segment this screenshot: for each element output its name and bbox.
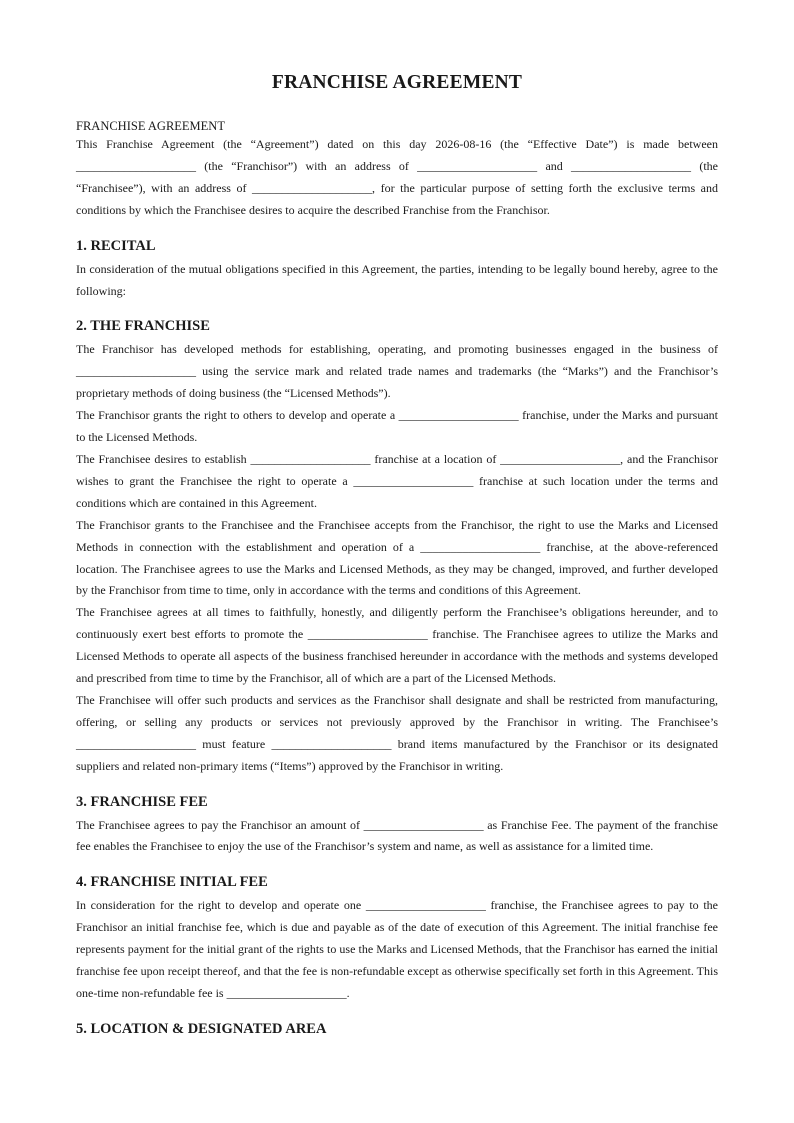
- document-title: FRANCHISE AGREEMENT: [271, 72, 523, 93]
- section-heading: 3. FRANCHISE FEE: [76, 793, 208, 810]
- section-heading: 5. LOCATION & DESIGNATED AREA: [76, 1020, 327, 1037]
- paragraph: The Franchisee agrees to pay the Franchisor an amount of ____________________ as Franchise Fee. The payment of the franchise fee enables the Franchisee to enjoy the use of the Franchisor’s system and name, as well as assistance for a limited time.: [76, 817, 718, 854]
- paragraph: The Franchisee will offer such products and services as the Franchisor shall designate and shall be restricted from manufacturing, offering, or selling any products or services not previously approved by the Franchisor in writing. The Franchisee’s ____________________ must feature ____________________ brand items manufactured by the Franchisor or its designated suppliers and related non-primary items (“Items”) approved by the Franchisor in writing.: [76, 692, 718, 773]
- paragraph: The Franchisor grants to the Franchisee and the Franchisee accepts from the Franchisor, the right to use the Marks and Licensed Methods in connection with the establishment and operation of a ____________________ franchise, at the above-referenced location. The Franchisee agrees to use the Marks and Licensed Methods, as they may be changed, improved, and further developed by the Franchisor from time to time, only in accordance with the terms and conditions of this Agreement.: [76, 517, 718, 598]
- section-franchise-initial-fee: [76, 872, 718, 1005]
- section-heading: 2. THE FRANCHISE: [76, 318, 210, 335]
- section-heading: 4. FRANCHISE INITIAL FEE: [76, 874, 268, 891]
- intro-paragraph: This Franchise Agreement (the “Agreement”) dated on this day 2026-08-16 (the “Effective Date”) is made between ____________________ (the “Franchisor”) with an address of ____________________ and ____________________ (the “Franchisee”), with an address of ____________________, for the particular purpose of setting forth the exclusive terms and conditions by which the Franchisee desires to acquire the described Franchise from the Franchisor.: [76, 137, 718, 217]
- paragraph: In consideration of the mutual obligations specified in this Agreement, the parties, intending to be legally bound hereby, agree to the following:: [76, 261, 718, 298]
- paragraph: The Franchisor has developed methods for establishing, operating, and promoting businesses engaged in the business of ____________________ using the service mark and related trade names and trademarks (the “Marks”) and the Franchisor’s proprietary methods of doing business (the “Licensed Methods”).: [76, 342, 718, 401]
- section-recital: [76, 236, 718, 303]
- paragraph: In consideration for the right to develop and operate one ____________________ franchise, the Franchisee agrees to pay to the Franchisor an initial franchise fee, which is due and payable as of the date of execution of this Agreement. The initial franchise fee represents payment for the initial grant of the rights to use the Marks and Licensed Methods, that the Franchisor has earned the initial franchise fee upon receipt thereof, and that the fee is non-refundable except as otherwise specifically set forth in this Agreement. This one-time non-refundable fee is ____________________.: [76, 898, 718, 1000]
- paragraph: The Franchisee agrees at all times to faithfully, honestly, and diligently perform the Franchisee’s obligations hereunder, and to continuously exert best efforts to promote the ____________________ franchise. The Franchisee agrees to utilize the Marks and Licensed Methods to operate all aspects of the business franchised hereunder in accordance with the methods and systems developed and prescribed from time to time by the Franchisor, all of which are a part of the Licensed Methods.: [76, 605, 718, 686]
- document-subtitle: FRANCHISE AGREEMENT: [76, 119, 225, 133]
- paragraph: The Franchisee desires to establish ____________________ franchise at a location of ____________________, and the Franchisor wishes to grant the Franchisee the right to operate a ____________________ franchise at such location under the terms and conditions which are contained in this Agreement.: [76, 451, 718, 510]
- section-location-designated-area: [76, 1019, 718, 1039]
- document-page: [76, 0, 718, 1042]
- section-the-franchise: [76, 316, 718, 777]
- section-heading: 1. RECITAL: [76, 237, 156, 254]
- section-franchise-fee: [76, 792, 718, 859]
- paragraph: The Franchisor grants the right to others to develop and operate a ____________________ franchise, under the Marks and pursuant to the Licensed Methods.: [76, 408, 718, 445]
